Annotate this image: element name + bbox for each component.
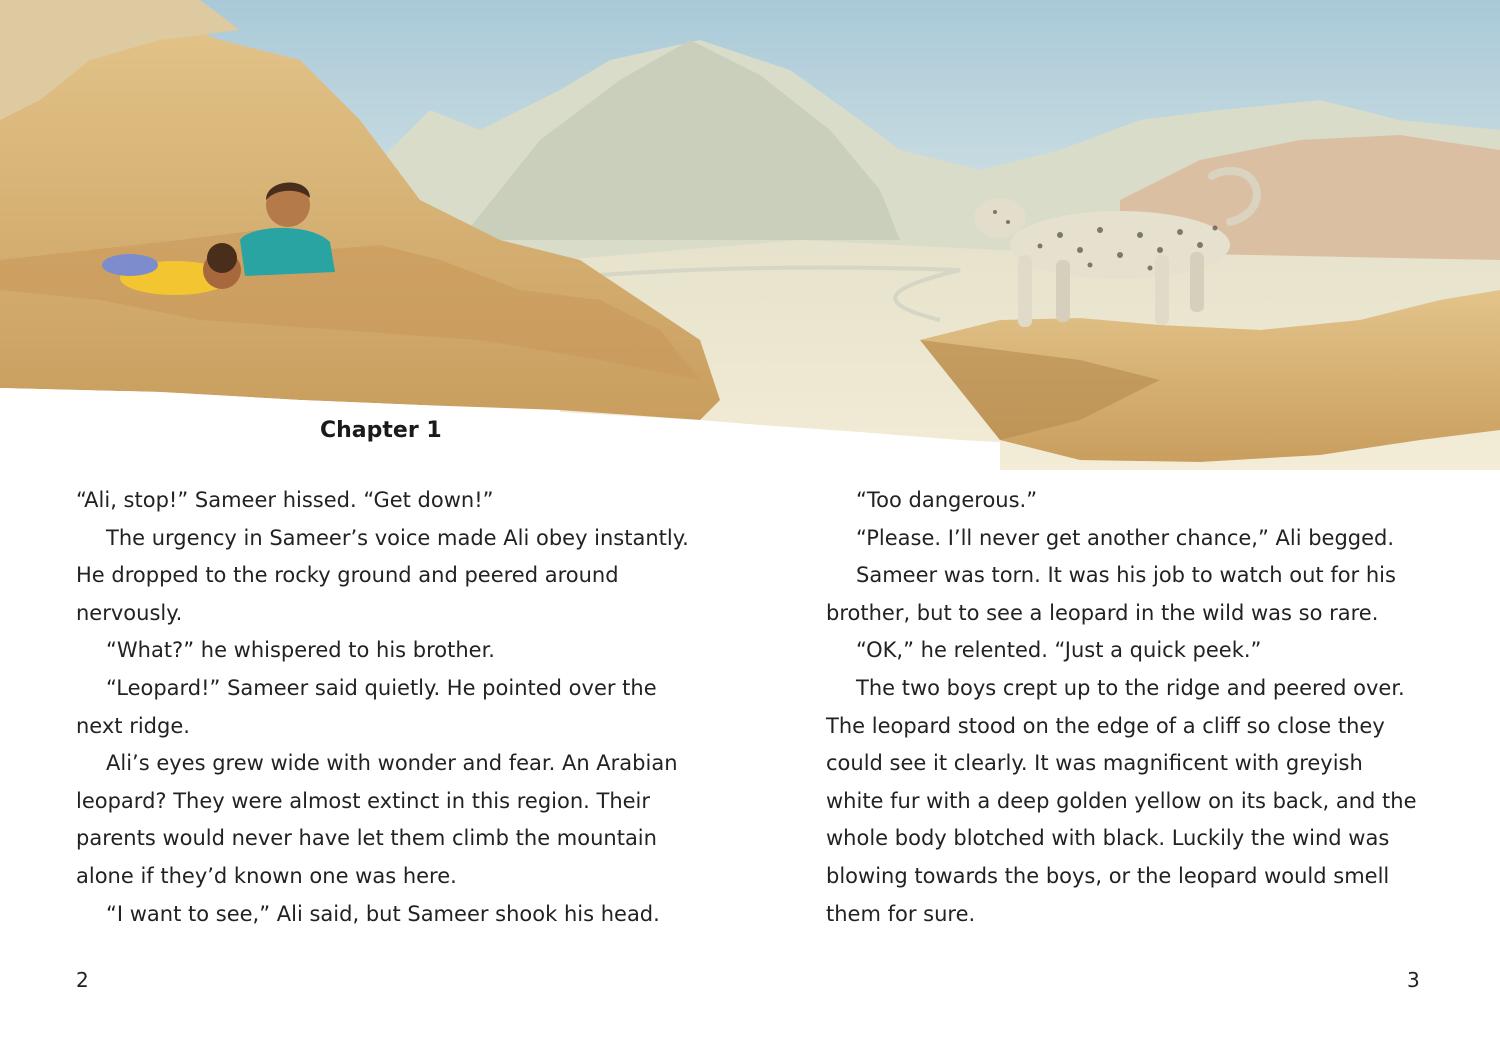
leopard-head — [974, 198, 1026, 238]
boy-yellow-hair — [207, 243, 237, 273]
paragraph: “What?” he whispered to his brother. — [106, 638, 495, 663]
paragraph: Sameer was torn. It was his job to watch out for his brother, but to see a leopard in the wild was so rare. — [826, 563, 1396, 625]
leopard-leg-3 — [1155, 255, 1169, 325]
leopard-leg-2 — [1056, 260, 1070, 322]
paragraph: The two boys crept up to the ridge and peered over. The leopard stood on the edge of a cliff so close they could see it clearly. It was magnificent with greyish white fur with a deep golden yellow on its back, and the whole body blotched with black. Luckily the wind was blowing towards the boys, or the leopard would smell them for sure. — [826, 675, 1417, 926]
leopard-leg-4 — [1190, 252, 1204, 312]
paragraph: “Ali, stop!” Sameer hissed. “Get down!” — [76, 488, 494, 512]
paragraph: “OK,” he relented. “Just a quick peek.” — [856, 638, 1262, 663]
right-page-text — [826, 482, 1426, 933]
paragraph: Ali’s eyes grew wide with wonder and fear. An Arabian leopard? They were almost extinct in this region. Their parents would never have let them climb the mountain alone if they’d known one was here. — [76, 751, 678, 888]
leopard-leg-1 — [1018, 255, 1032, 327]
page-number-right: 3 — [1407, 968, 1420, 992]
paragraph: “Too dangerous.” — [856, 488, 1038, 512]
paragraph: “I want to see,” Ali said, but Sameer shook his head. — [106, 901, 660, 926]
page-number-left: 2 — [76, 968, 89, 992]
boy-yellow-legs — [102, 254, 158, 276]
paragraph: “Leopard!” Sameer said quietly. He pointed over the next ridge. — [76, 675, 657, 738]
paragraph: “Please. I’ll never get another chance,” Ali begged. — [856, 525, 1395, 550]
chapter-title: Chapter 1 — [320, 418, 442, 443]
watercolor-illustration — [0, 0, 1500, 470]
paragraph: The urgency in Sameer’s voice made Ali obey instantly. He dropped to the rocky ground and peered around nervously. — [76, 525, 689, 625]
left-page-text — [76, 482, 696, 933]
